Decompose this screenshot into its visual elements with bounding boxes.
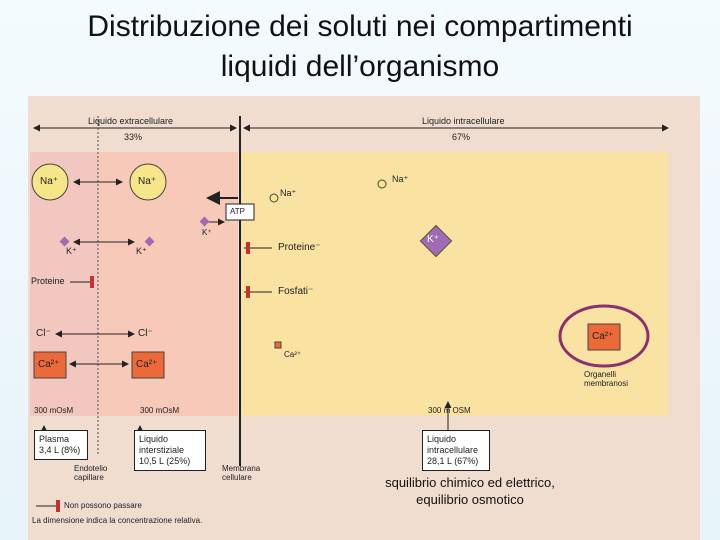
caption-line2: equilibrio osmotico: [416, 492, 524, 507]
slide-title-line1: Distribuzione dei soluti nei compartimenti: [87, 10, 633, 43]
na-intracellular-label: Na⁺: [392, 174, 409, 184]
ca-organelle-label: Ca²⁺: [592, 331, 614, 342]
cl-interstitial-label: Cl⁻: [138, 328, 153, 339]
ca-interstitial-label: Ca²⁺: [136, 359, 158, 370]
fosfati-label: Fosfati⁻: [278, 286, 314, 297]
plasma-volume-box: Plasma 3,4 L (8%): [34, 430, 88, 460]
k-plasma-label: K⁺: [66, 246, 77, 256]
na-plasma-label: Na⁺: [40, 176, 59, 187]
k-interstitial-label: K⁺: [136, 246, 147, 256]
cl-plasma-label: Cl⁻: [36, 328, 51, 339]
ca-intracellular-icon: [275, 342, 281, 348]
k-pump-label: K⁺: [202, 228, 212, 237]
organelli-label: Organelli membranosi: [584, 370, 629, 388]
interstitial-compartment: [98, 152, 238, 416]
na-interstitial-label: Na⁺: [138, 176, 157, 187]
osm-interstitial: 300 mOsM: [140, 406, 180, 415]
slide-title-line2: liquidi dell’organismo: [220, 50, 500, 83]
intracellular-volume-box: Liquido intracellulare 28,1 L (67%): [422, 430, 490, 471]
intracellular-pct: 67%: [452, 132, 471, 142]
osm-intracellular: 300 m OSM: [428, 406, 471, 415]
na-out-icon: [270, 194, 278, 202]
size-note: La dimensione indica la concentrazione relativa.: [32, 516, 203, 525]
proteine-cell-barrier-icon: [246, 242, 250, 254]
endotelio-label: Endotelio capillare: [74, 464, 108, 482]
caption-line1: squilibrio chimico ed elettrico,: [385, 475, 555, 490]
membrana-label: Membrana cellulare: [222, 464, 261, 482]
legend-label: Non possono passare: [64, 501, 142, 510]
k-intracellular-label: K⁺: [427, 234, 439, 245]
na-out-label: Na⁺: [280, 188, 297, 198]
interstitial-volume-box: Liquido interstiziale 10,5 L (25%): [134, 430, 206, 471]
legend-barrier-icon: [56, 500, 60, 512]
extracellular-pct: 33%: [124, 132, 143, 142]
ca-plasma-label: Ca²⁺: [38, 359, 60, 370]
proteine-barrier-icon: [90, 276, 94, 288]
ca-intracellular-label: Ca²⁺: [284, 350, 302, 359]
intracellular-label: Liquido intracellulare: [422, 116, 505, 126]
slide-caption: [360, 474, 580, 508]
extracellular-label: Liquido extracellulare: [88, 116, 174, 126]
fosfati-barrier-icon: [246, 286, 250, 298]
na-intracellular-icon: [378, 180, 386, 188]
atp-label: ATP: [230, 207, 245, 216]
proteine-cell-label: Proteine⁻: [278, 242, 321, 253]
osm-plasma: 300 mOsM: [34, 406, 74, 415]
proteine-label: Proteine: [31, 276, 65, 286]
